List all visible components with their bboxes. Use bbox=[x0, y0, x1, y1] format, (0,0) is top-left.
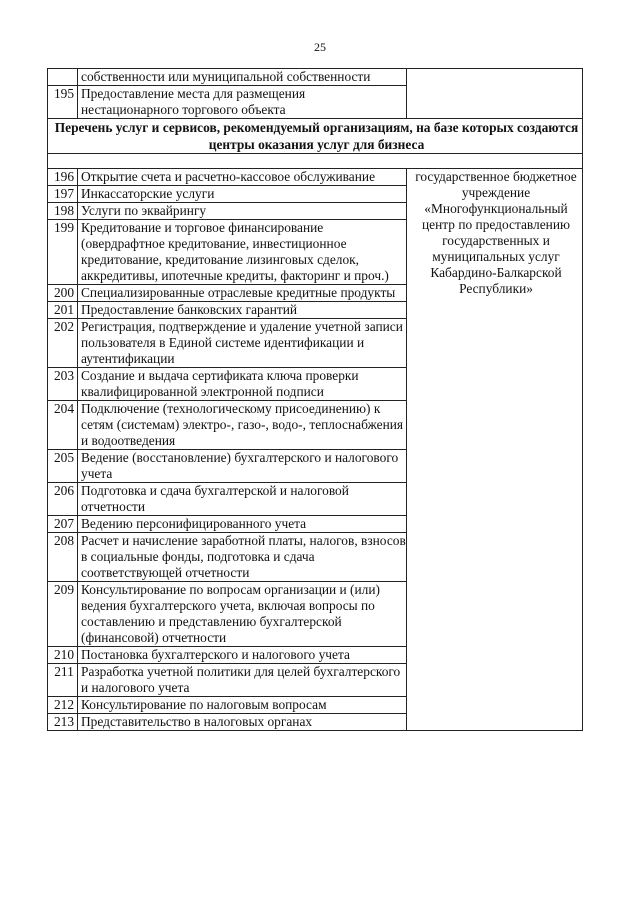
row-number bbox=[48, 69, 78, 86]
service-name: Кредитование и торговое финансирование (овердрафтное кредитование, инвестиционное кредитование, кредитование лизинговых сделок, аккредитивы, ипотечные кредиты, факторинг и проч.) bbox=[78, 220, 407, 285]
service-name: Создание и выдача сертификата ключа проверки квалифицированной электронной подписи bbox=[78, 368, 407, 401]
organization-cell-empty bbox=[407, 69, 583, 119]
row-number: 212 bbox=[48, 697, 78, 714]
service-name: Расчет и начисление заработной платы, налогов, взносов в социальные фонды, подготовка и сдача соответствующей отчетности bbox=[78, 533, 407, 582]
row-number: 213 bbox=[48, 714, 78, 731]
row-number: 198 bbox=[48, 203, 78, 220]
row-number: 203 bbox=[48, 368, 78, 401]
organization-name: государственное бюджетное учреждение «Многофункциональный центр по предоставлению государственных и муниципальных услуг Кабардино-Балкарской Республики» bbox=[407, 169, 583, 731]
spacer-row bbox=[48, 154, 583, 169]
service-name: Постановка бухгалтерского и налогового учета bbox=[78, 647, 407, 664]
row-number: 205 bbox=[48, 450, 78, 483]
row-number: 208 bbox=[48, 533, 78, 582]
service-name: Ведению персонифицированного учета bbox=[78, 516, 407, 533]
row-number: 195 bbox=[48, 86, 78, 119]
service-name: Консультирование по налоговым вопросам bbox=[78, 697, 407, 714]
service-name: Предоставление банковских гарантий bbox=[78, 302, 407, 319]
service-rows bbox=[48, 169, 583, 731]
service-name: Специализированные отраслевые кредитные продукты bbox=[78, 285, 407, 302]
row-number: 200 bbox=[48, 285, 78, 302]
service-name: Регистрация, подтверждение и удаление учетной записи пользователя в Единой системе идентификации и аутентификации bbox=[78, 319, 407, 368]
services-table bbox=[47, 68, 583, 731]
row-number: 206 bbox=[48, 483, 78, 516]
top-rows bbox=[48, 69, 583, 169]
row-number: 210 bbox=[48, 647, 78, 664]
page-number: 25 bbox=[314, 40, 326, 54]
service-name: Ведение (восстановление) бухгалтерского и налогового учета bbox=[78, 450, 407, 483]
service-name: Подключение (технологическому присоединению) к сетям (системам) электро-, газо-, водо-, теплоснабжения и водоотведения bbox=[78, 401, 407, 450]
section-title: Перечень услуг и сервисов, рекомендуемый организациям, на базе которых создаются центры оказания услуг для бизнеса bbox=[48, 119, 583, 154]
service-name: Разработка учетной политики для целей бухгалтерского и налогового учета bbox=[78, 664, 407, 697]
row-number: 207 bbox=[48, 516, 78, 533]
row-number: 211 bbox=[48, 664, 78, 697]
service-name: Подготовка и сдача бухгалтерской и налоговой отчетности bbox=[78, 483, 407, 516]
row-number: 209 bbox=[48, 582, 78, 647]
spacer-cell bbox=[48, 154, 583, 169]
row-number: 201 bbox=[48, 302, 78, 319]
service-name: Представительство в налоговых органах bbox=[78, 714, 407, 731]
row-number: 202 bbox=[48, 319, 78, 368]
row-number: 199 bbox=[48, 220, 78, 285]
service-name: Услуги по эквайрингу bbox=[78, 203, 407, 220]
service-name: собственности или муниципальной собственности bbox=[78, 69, 407, 86]
service-name: Предоставление места для размещения нестационарного торгового объекта bbox=[78, 86, 407, 119]
row-number: 204 bbox=[48, 401, 78, 450]
row-number: 196 bbox=[48, 169, 78, 186]
service-name: Открытие счета и расчетно-кассовое обслуживание bbox=[78, 169, 407, 186]
service-name: Консультирование по вопросам организации и (или) ведения бухгалтерского учета, включая вопросы по составлению и представлению бухгалтерской (финансовой) отчетности bbox=[78, 582, 407, 647]
section-header-row bbox=[48, 119, 583, 154]
service-name: Инкассаторские услуги bbox=[78, 186, 407, 203]
table-row bbox=[48, 69, 583, 86]
table-row bbox=[48, 169, 583, 186]
row-number: 197 bbox=[48, 186, 78, 203]
